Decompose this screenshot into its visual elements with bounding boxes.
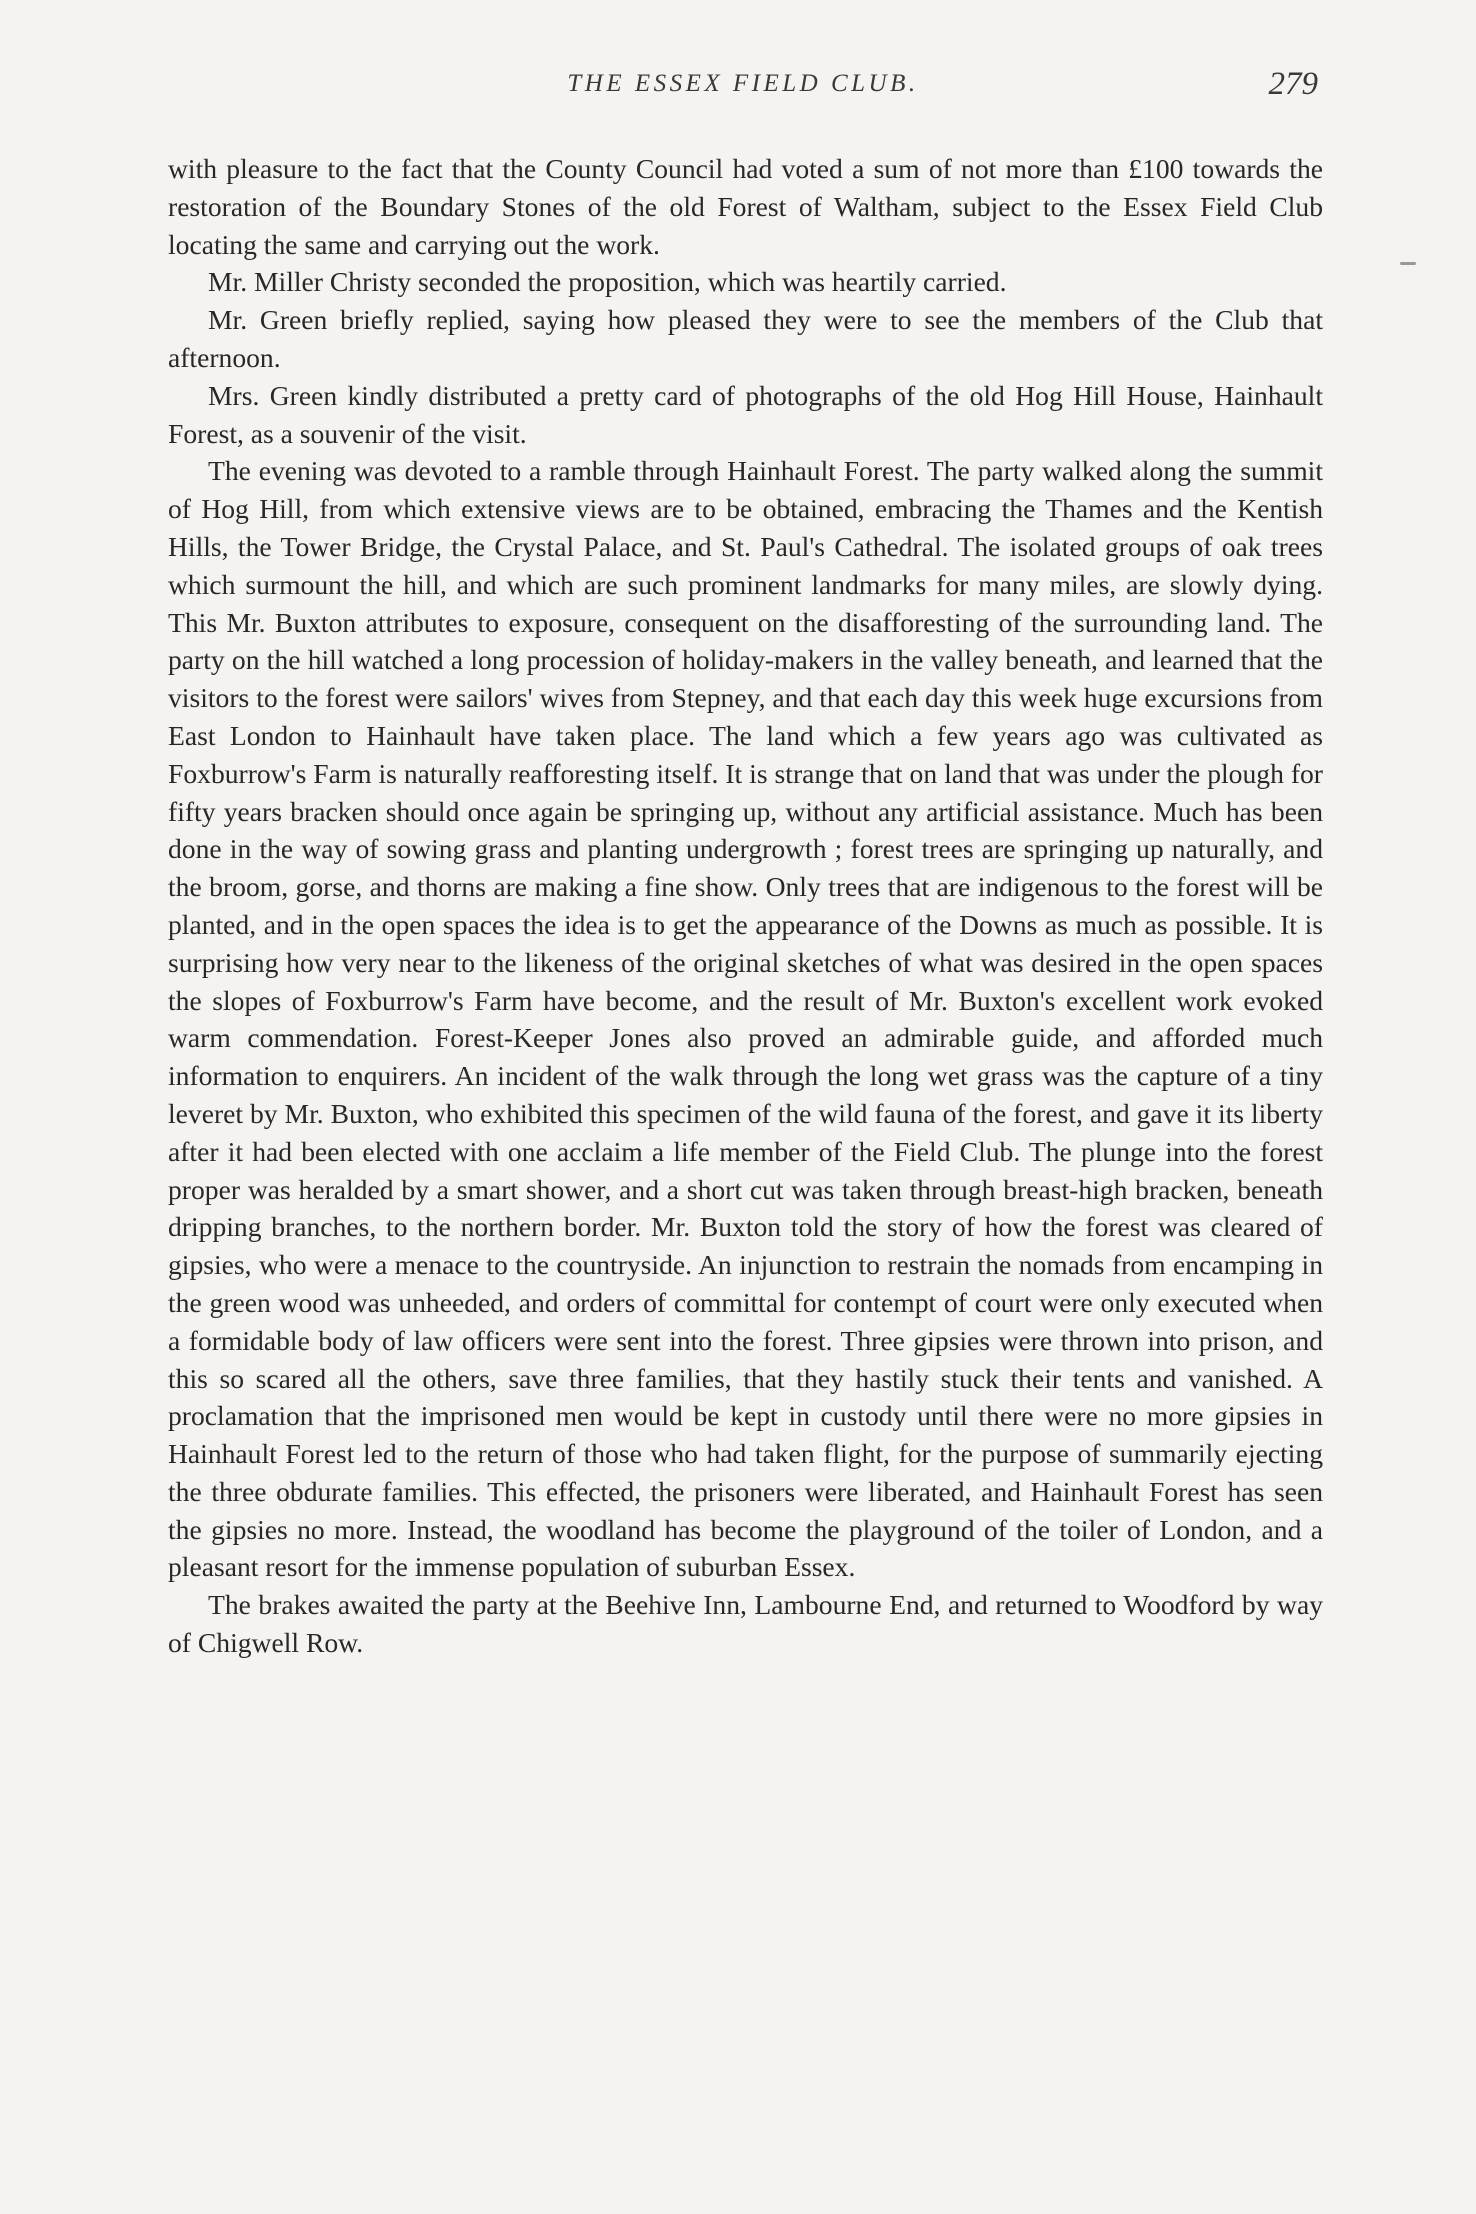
running-head-title: THE ESSEX FIELD CLUB.: [567, 70, 919, 97]
page-number: 279: [1268, 66, 1318, 102]
paragraph-reply: Mr. Green briefly replied, saying how pleased they were to see the members of the Club that afternoon.: [168, 304, 1323, 373]
paragraph-ramble: The evening was devoted to a ramble through Hainhault Forest. The party walked along the summit of Hog Hill, from which extensive views are to be obtained, embracing the Thames and the Kentish Hills, the Tower Bridge, the Crystal Palace, and St. Paul's Cathedral. The isolated groups of oak trees which surmount the hill, and which are such prominent landmarks for many miles, are slowly dying. This Mr. Buxton attributes to exposure, consequent on the disafforesting of the surrounding land. The party on the hill watched a long procession of holiday-makers in the valley beneath, and learned that the visitors to the forest were sailors' wives from Stepney, and that each day this week huge excursions from East London to Hainhault have taken place. The land which a few years ago was cultivated as Foxburrow's Farm is naturally reafforesting itself. It is strange that on land that was under the plough for fifty years bracken should once again be springing up, without any artificial assistance. Much has been done in the way of sowing grass and planting undergrowth ; forest trees are springing up naturally, and the broom, gorse, and thorns are making a fine show. Only trees that are indigenous to the forest will be planted, and in the open spaces the idea is to get the appearance of the Downs as much as possible. It is surprising how very near to the likeness of the original sketches of what was desired in the open spaces the slopes of Foxburrow's Farm have become, and the result of Mr. Buxton's excellent work evoked warm commendation. Forest-Keeper Jones also proved an admirable guide, and afforded much information to enquirers. An incident of the walk through the long wet grass was the capture of a tiny leveret by Mr. Buxton, who exhibited this specimen of the wild fauna of the forest, and gave it its liberty after it had been elected with one acclaim a life member of the Field Club. The plunge into the forest proper was heralded by a smart shower, and a short cut was taken through breast-high bracken, beneath dripping branches, to the northern border. Mr. Buxton told the story of how the forest was cleared of gipsies, who were a menace to the countryside. An injunction to restrain the nomads from encamping in the green wood was unheeded, and orders of committal for contempt of court were only executed when a formidable body of law officers were sent into the forest. Three gipsies were thrown into prison, and this so scared all the others, save three families, that they hastily stuck their tents and vanished. A proclamation that the imprisoned men would be kept in custody until there were no more gipsies in Hainhault Forest led to the return of those who had taken flight, for the purpose of summarily ejecting the three obdurate families. This effected, the prisoners were liberated, and Hainhault Forest has seen the gipsies no more. Instead, the woodland has become the playground of the toiler of London, and a pleasant resort for the immense population of suburban Essex.: [168, 455, 1323, 1583]
paragraph-seconded: Mr. Miller Christy seconded the proposition, which was heartily carried.: [208, 266, 1007, 298]
paragraph-souvenir: Mrs. Green kindly distributed a pretty card of photographs of the old Hog Hill House, Hainhault Forest, as a souvenir of the visit.: [168, 379, 1323, 449]
body-text: [168, 150, 1323, 1662]
margin-mark: [1400, 262, 1416, 265]
paragraph-return: The brakes awaited the party at the Beehive Inn, Lambourne End, and returned to Woodford by way of Chigwell Row.: [168, 1589, 1323, 1659]
running-head: [168, 66, 1318, 110]
paragraph-continuation: with pleasure to the fact that the County Council had voted a sum of not more than £100 towards the restoration of the Boundary Stones of the old Forest of Waltham, subject to the Essex Field Club locating the same and carrying out the work.: [168, 153, 1323, 260]
